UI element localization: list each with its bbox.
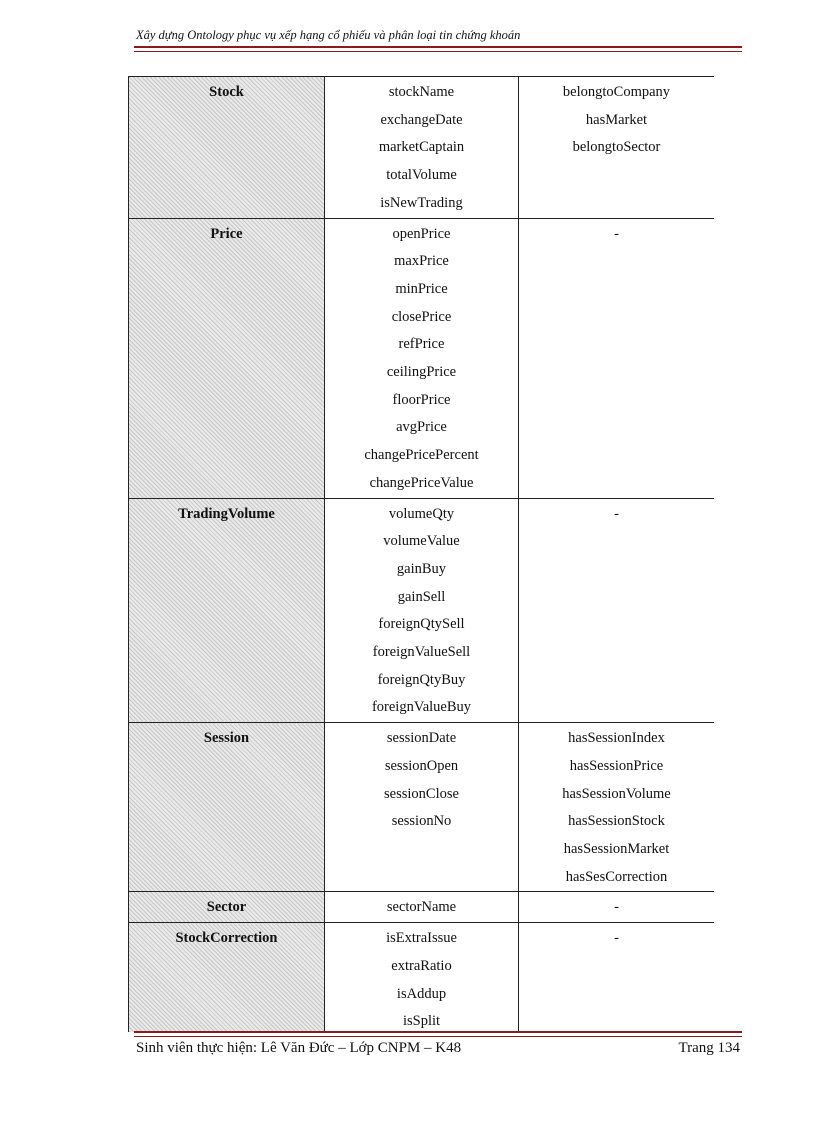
relation-item: belongtoSector bbox=[572, 139, 661, 156]
property-item: extraRatio bbox=[391, 957, 452, 974]
relation-item: - bbox=[614, 899, 619, 916]
relations-cell bbox=[519, 892, 715, 923]
relation-item: hasMarket bbox=[585, 111, 648, 128]
relation-item: hasSesCorrection bbox=[565, 868, 668, 885]
property-item: sectorName bbox=[386, 899, 457, 916]
property-item: foreignValueSell bbox=[372, 644, 471, 661]
class-name: Sector bbox=[206, 899, 247, 916]
property-item: exchangeDate bbox=[380, 111, 463, 128]
properties-cell bbox=[325, 892, 519, 923]
properties-cell bbox=[325, 77, 519, 219]
property-item: refPrice bbox=[398, 336, 445, 353]
class-name-cell bbox=[129, 892, 325, 923]
property-item: sessionOpen bbox=[384, 757, 459, 774]
ontology-table-container bbox=[128, 76, 714, 1032]
class-name: Price bbox=[210, 225, 243, 242]
relations-cell bbox=[519, 723, 715, 892]
property-item: closePrice bbox=[391, 308, 452, 325]
table-row bbox=[129, 923, 715, 1032]
class-name-cell bbox=[129, 723, 325, 892]
property-item: foreignValueBuy bbox=[371, 699, 472, 716]
relation-item: belongtoCompany bbox=[562, 84, 671, 100]
relations-cell bbox=[519, 77, 715, 219]
table-row bbox=[129, 892, 715, 923]
relation-item: - bbox=[614, 225, 619, 242]
property-item: isNewTrading bbox=[380, 194, 463, 211]
property-item: openPrice bbox=[392, 225, 451, 242]
property-item: floorPrice bbox=[392, 391, 451, 408]
property-item: maxPrice bbox=[394, 253, 449, 270]
relation-item: hasSessionMarket bbox=[563, 840, 670, 857]
class-name: StockCorrection bbox=[175, 930, 278, 947]
relations-cell bbox=[519, 498, 715, 723]
relation-item: - bbox=[614, 930, 619, 947]
property-item: sessionNo bbox=[391, 813, 452, 830]
footer-page-number: Trang 134 bbox=[678, 1040, 740, 1056]
ontology-class-table bbox=[128, 76, 714, 1032]
class-name: Stock bbox=[209, 84, 244, 100]
property-item: isExtraIssue bbox=[386, 930, 457, 947]
property-item: volumeValue bbox=[383, 533, 460, 550]
table-row bbox=[129, 723, 715, 892]
property-item: foreignQtyBuy bbox=[377, 671, 466, 688]
property-item: sessionDate bbox=[386, 730, 457, 747]
property-item: volumeQty bbox=[388, 505, 455, 522]
property-item: gainSell bbox=[397, 588, 446, 605]
property-item: marketCaptain bbox=[378, 139, 465, 156]
table-row bbox=[129, 218, 715, 498]
relation-item: hasSessionPrice bbox=[569, 757, 664, 774]
property-item: changePriceValue bbox=[369, 474, 474, 491]
relation-item: hasSessionStock bbox=[568, 813, 665, 830]
property-item: gainBuy bbox=[396, 560, 447, 577]
relation-item: hasSessionVolume bbox=[562, 785, 671, 802]
header-rule bbox=[134, 46, 742, 52]
class-name-cell bbox=[129, 923, 325, 1032]
page-header-title: Xây dựng Ontology phục vụ xếp hạng cổ phiếu và phân loại tin chứng khoán bbox=[136, 28, 521, 42]
class-name: TradingVolume bbox=[178, 505, 275, 522]
footer-student-info: Sinh viên thực hiện: Lê Văn Đức – Lớp CNPM – K48 bbox=[136, 1040, 462, 1056]
table-row bbox=[129, 498, 715, 723]
property-item: isSplit bbox=[402, 1013, 441, 1030]
properties-cell bbox=[325, 723, 519, 892]
class-name-cell bbox=[129, 498, 325, 723]
relations-cell bbox=[519, 218, 715, 498]
property-item: totalVolume bbox=[386, 167, 457, 184]
property-item: foreignQtySell bbox=[378, 616, 465, 633]
property-item: sessionClose bbox=[384, 785, 459, 802]
property-item: isAddup bbox=[396, 985, 447, 1002]
footer-rule bbox=[134, 1031, 742, 1037]
class-name: Session bbox=[203, 730, 250, 747]
class-name-cell bbox=[129, 77, 325, 219]
properties-cell bbox=[325, 923, 519, 1032]
relation-item: hasSessionIndex bbox=[568, 730, 665, 747]
class-name-cell bbox=[129, 218, 325, 498]
property-item: ceilingPrice bbox=[386, 364, 457, 381]
relation-item: - bbox=[614, 505, 619, 522]
property-item: stockName bbox=[388, 84, 455, 100]
property-item: avgPrice bbox=[396, 419, 447, 436]
property-item: minPrice bbox=[395, 280, 448, 297]
properties-cell bbox=[325, 498, 519, 723]
properties-cell bbox=[325, 218, 519, 498]
relations-cell bbox=[519, 923, 715, 1032]
table-row bbox=[129, 77, 715, 219]
property-item: changePricePercent bbox=[364, 447, 479, 464]
